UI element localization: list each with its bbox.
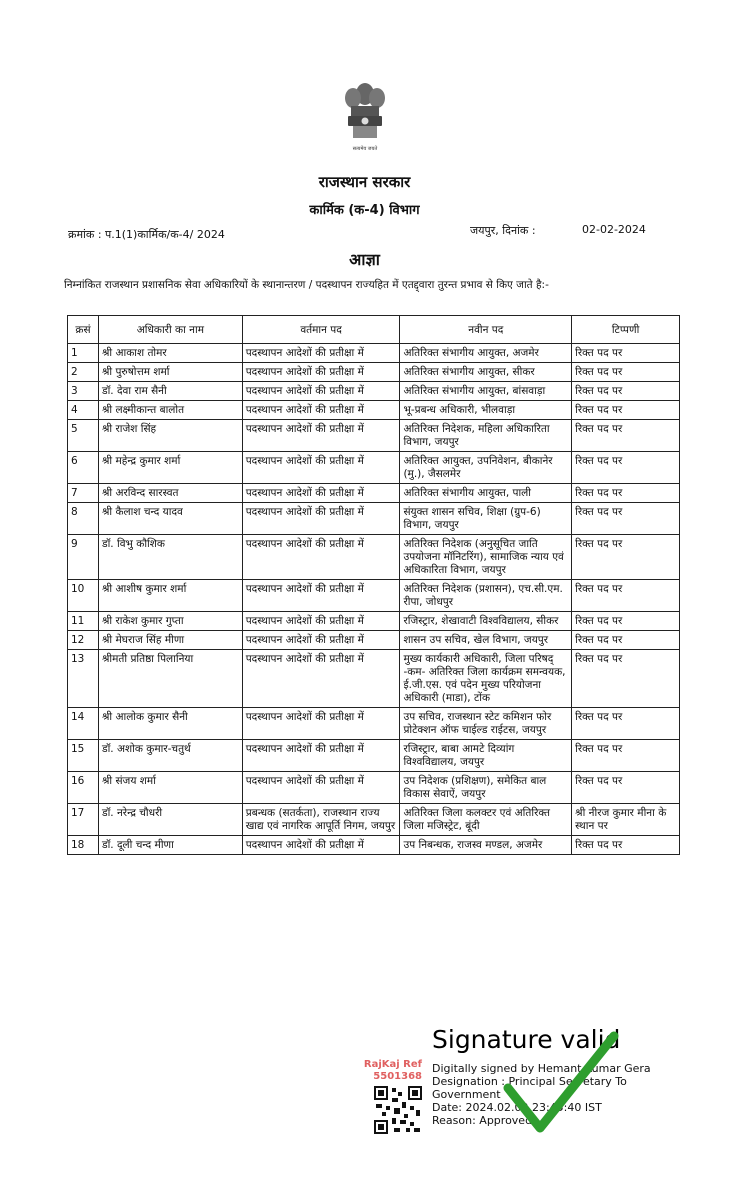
signature-status: Signature valid — [432, 1025, 621, 1054]
row-remark: रिक्त पद पर — [572, 650, 680, 708]
department-title: कार्मिक (क-4) विभाग — [309, 203, 420, 218]
row-new-post: अतिरिक्त संभागीय आयुक्त, सीकर — [400, 363, 572, 382]
header-remark: टिप्पणी — [572, 316, 680, 344]
table-row — [68, 420, 680, 452]
table-row — [68, 612, 680, 631]
row-serial: 9 — [68, 535, 99, 580]
row-current-post: पदस्थापन आदेशों की प्रतीक्षा में — [242, 420, 400, 452]
rajkaj-label: RajKaj Ref — [363, 1059, 422, 1070]
row-new-post: रजिस्ट्रार, बाबा आमटे दिव्यांग विश्वविद्यालय, जयपुर — [400, 740, 572, 772]
row-new-post: अतिरिक्त आयुक्त, उपनिवेशन, बीकानेर (मु.), जैसलमेर — [400, 452, 572, 484]
row-serial: 12 — [68, 631, 99, 650]
reference-number: क्रमांक : प.1(1)कार्मिक/क-4/ 2024 — [68, 228, 225, 241]
row-remark: रिक्त पद पर — [572, 452, 680, 484]
row-officer-name: श्री राजेश सिंह — [98, 420, 242, 452]
row-current-post: पदस्थापन आदेशों की प्रतीक्षा में — [242, 631, 400, 650]
row-new-post: अतिरिक्त संभागीय आयुक्त, बांसवाड़ा — [400, 382, 572, 401]
row-serial: 13 — [68, 650, 99, 708]
city-date-label: जयपुर, दिनांक : — [470, 224, 536, 237]
row-new-post: उप सचिव, राजस्थान स्टेट कमिशन फोर प्रोटेक्शन ऑफ चाईल्ड राईटस, जयपुर — [400, 708, 572, 740]
checkmark-icon — [500, 1030, 620, 1140]
row-current-post: पदस्थापन आदेशों की प्रतीक्षा में — [242, 836, 400, 855]
order-title: आज्ञा — [349, 250, 380, 269]
row-current-post: पदस्थापन आदेशों की प्रतीक्षा में — [242, 580, 400, 612]
row-officer-name: श्री पुरुषोत्तम शर्मा — [98, 363, 242, 382]
rajkaj-reference — [360, 1059, 422, 1083]
row-officer-name: श्री कैलाश चन्द यादव — [98, 503, 242, 535]
row-remark: रिक्त पद पर — [572, 836, 680, 855]
table-row — [68, 804, 680, 836]
header-new-post: नवीन पद — [400, 316, 572, 344]
row-officer-name: श्री राकेश कुमार गुप्ता — [98, 612, 242, 631]
row-officer-name: श्री अरविन्द सारस्वत — [98, 484, 242, 503]
government-title: राजस्थान सरकार — [318, 173, 411, 191]
row-current-post: पदस्थापन आदेशों की प्रतीक्षा में — [242, 503, 400, 535]
row-serial: 16 — [68, 772, 99, 804]
row-remark: रिक्त पद पर — [572, 344, 680, 363]
row-serial: 15 — [68, 740, 99, 772]
row-officer-name: श्री आकाश तोमर — [98, 344, 242, 363]
row-serial: 7 — [68, 484, 99, 503]
row-remark: श्री नीरज कुमार मीना के स्थान पर — [572, 804, 680, 836]
row-new-post: अतिरिक्त निदेशक (प्रशासन), एच.सी.एम. रीपा, जोधपुर — [400, 580, 572, 612]
row-serial: 6 — [68, 452, 99, 484]
table-row — [68, 631, 680, 650]
row-officer-name: डॉ. देवा राम सैनी — [98, 382, 242, 401]
row-serial: 17 — [68, 804, 99, 836]
table-row — [68, 580, 680, 612]
table-row — [68, 740, 680, 772]
qr-code-icon — [374, 1086, 422, 1134]
row-officer-name: श्री लक्ष्मीकान्त बालोत — [98, 401, 242, 420]
row-officer-name: श्री आलोक कुमार सैनी — [98, 708, 242, 740]
row-remark: रिक्त पद पर — [572, 382, 680, 401]
row-current-post: पदस्थापन आदेशों की प्रतीक्षा में — [242, 452, 400, 484]
row-current-post: पदस्थापन आदेशों की प्रतीक्षा में — [242, 708, 400, 740]
table-row — [68, 382, 680, 401]
table-row — [68, 452, 680, 484]
header-officer-name: अधिकारी का नाम — [98, 316, 242, 344]
row-serial: 11 — [68, 612, 99, 631]
row-officer-name: डॉ. दूली चन्द मीणा — [98, 836, 242, 855]
row-officer-name: श्री आशीष कुमार शर्मा — [98, 580, 242, 612]
row-remark: रिक्त पद पर — [572, 772, 680, 804]
row-new-post: रजिस्ट्रार, शेखावाटी विश्वविद्यालय, सीकर — [400, 612, 572, 631]
table-row — [68, 650, 680, 708]
row-new-post: शासन उप सचिव, खेल विभाग, जयपुर — [400, 631, 572, 650]
row-remark: रिक्त पद पर — [572, 401, 680, 420]
row-officer-name: डॉ. अशोक कुमार-चतुर्थ — [98, 740, 242, 772]
row-current-post: पदस्थापन आदेशों की प्रतीक्षा में — [242, 612, 400, 631]
row-remark: रिक्त पद पर — [572, 740, 680, 772]
row-new-post: अतिरिक्त संभागीय आयुक्त, पाली — [400, 484, 572, 503]
row-officer-name: श्री महेन्द्र कुमार शर्मा — [98, 452, 242, 484]
row-current-post: पदस्थापन आदेशों की प्रतीक्षा में — [242, 740, 400, 772]
row-serial: 8 — [68, 503, 99, 535]
row-officer-name: डॉ. नरेन्द्र चौधरी — [98, 804, 242, 836]
row-serial: 2 — [68, 363, 99, 382]
header-serial: क्रसं — [68, 316, 99, 344]
signer-designation: Designation : Principal Secretary To — [432, 1075, 627, 1088]
row-remark: रिक्त पद पर — [572, 631, 680, 650]
row-current-post: पदस्थापन आदेशों की प्रतीक्षा में — [242, 344, 400, 363]
row-serial: 14 — [68, 708, 99, 740]
table-row — [68, 836, 680, 855]
row-current-post: पदस्थापन आदेशों की प्रतीक्षा में — [242, 382, 400, 401]
table-row — [68, 363, 680, 382]
row-officer-name: डॉ. विभु कौशिक — [98, 535, 242, 580]
table-row — [68, 708, 680, 740]
row-remark: रिक्त पद पर — [572, 535, 680, 580]
row-current-post: पदस्थापन आदेशों की प्रतीक्षा में — [242, 401, 400, 420]
table-row — [68, 535, 680, 580]
row-officer-name: श्री संजय शर्मा — [98, 772, 242, 804]
row-serial: 1 — [68, 344, 99, 363]
row-new-post: मुख्य कार्यकारी अधिकारी, जिला परिषद् -कम- अतिरिक्त जिला कार्यक्रम समन्वयक, ई.जी.एस. एवं पदेन मुख्य परियोजना अधिकारी (माडा), टोंक — [400, 650, 572, 708]
row-officer-name: श्री मेघराज सिंह मीणा — [98, 631, 242, 650]
table-row — [68, 484, 680, 503]
signer-designation-cont: Government — [432, 1088, 501, 1101]
row-new-post: अतिरिक्त निदेशक, महिला अधिकारिता विभाग, जयपुर — [400, 420, 572, 452]
rajkaj-ref-number: 5501368 — [373, 1071, 422, 1082]
row-officer-name: श्रीमती प्रतिष्ठा पिलानिया — [98, 650, 242, 708]
row-serial: 10 — [68, 580, 99, 612]
row-remark: रिक्त पद पर — [572, 612, 680, 631]
row-serial: 3 — [68, 382, 99, 401]
emblem-caption: सत्यमेव जयते — [352, 146, 378, 152]
row-serial: 18 — [68, 836, 99, 855]
row-current-post: पदस्थापन आदेशों की प्रतीक्षा में — [242, 363, 400, 382]
row-current-post: पदस्थापन आदेशों की प्रतीक्षा में — [242, 535, 400, 580]
row-new-post: संयुक्त शासन सचिव, शिक्षा (ग्रुप-6) विभाग, जयपुर — [400, 503, 572, 535]
row-remark: रिक्त पद पर — [572, 580, 680, 612]
row-remark: रिक्त पद पर — [572, 420, 680, 452]
row-new-post: अतिरिक्त संभागीय आयुक्त, अजमेर — [400, 344, 572, 363]
table-row — [68, 344, 680, 363]
signed-by: Digitally signed by Hemant Kumar Gera — [432, 1062, 651, 1075]
row-current-post: पदस्थापन आदेशों की प्रतीक्षा में — [242, 650, 400, 708]
signature-date: Date: 2024.02.02 23:45:40 IST — [432, 1101, 602, 1114]
table-row — [68, 503, 680, 535]
row-new-post: उप निबन्धक, राजस्व मण्डल, अजमेर — [400, 836, 572, 855]
signature-reason: Reason: Approved — [432, 1114, 533, 1127]
row-new-post: उप निदेशक (प्रशिक्षण), समेकित बाल विकास सेवाऐं, जयपुर — [400, 772, 572, 804]
row-remark: रिक्त पद पर — [572, 484, 680, 503]
table-row — [68, 401, 680, 420]
header-current-post: वर्तमान पद — [242, 316, 400, 344]
row-new-post: अतिरिक्त निदेशक (अनुसूचित जाति उपयोजना मॉनिटरिंग), सामाजिक न्याय एवं अधिकारिता विभाग, जयपुर — [400, 535, 572, 580]
row-new-post: अतिरिक्त जिला कलक्टर एवं अतिरिक्त जिला मजिस्ट्रेट, बूंदी — [400, 804, 572, 836]
row-remark: रिक्त पद पर — [572, 363, 680, 382]
row-current-post: प्रबन्धक (सतर्कता), राजस्थान राज्य खाद्य एवं नागरिक आपूर्ति निगम, जयपुर — [242, 804, 400, 836]
table-row — [68, 772, 680, 804]
row-new-post: भू-प्रबन्ध अधिकारी, भीलवाड़ा — [400, 401, 572, 420]
intro-text: निम्नांकित राजस्थान प्रशासनिक सेवा अधिकारियों के स्थानान्तरण / पदस्थापन राज्यहित में एतद्द्वारा तुरन्त प्रभाव से किए जाते है:- — [64, 279, 549, 291]
row-remark: रिक्त पद पर — [572, 503, 680, 535]
row-current-post: पदस्थापन आदेशों की प्रतीक्षा में — [242, 484, 400, 503]
row-current-post: पदस्थापन आदेशों की प्रतीक्षा में — [242, 772, 400, 804]
row-serial: 4 — [68, 401, 99, 420]
transfer-table — [67, 315, 680, 855]
row-remark: रिक्त पद पर — [572, 708, 680, 740]
order-date: 02-02-2024 — [582, 223, 646, 236]
row-serial: 5 — [68, 420, 99, 452]
table-header-row — [68, 316, 680, 344]
